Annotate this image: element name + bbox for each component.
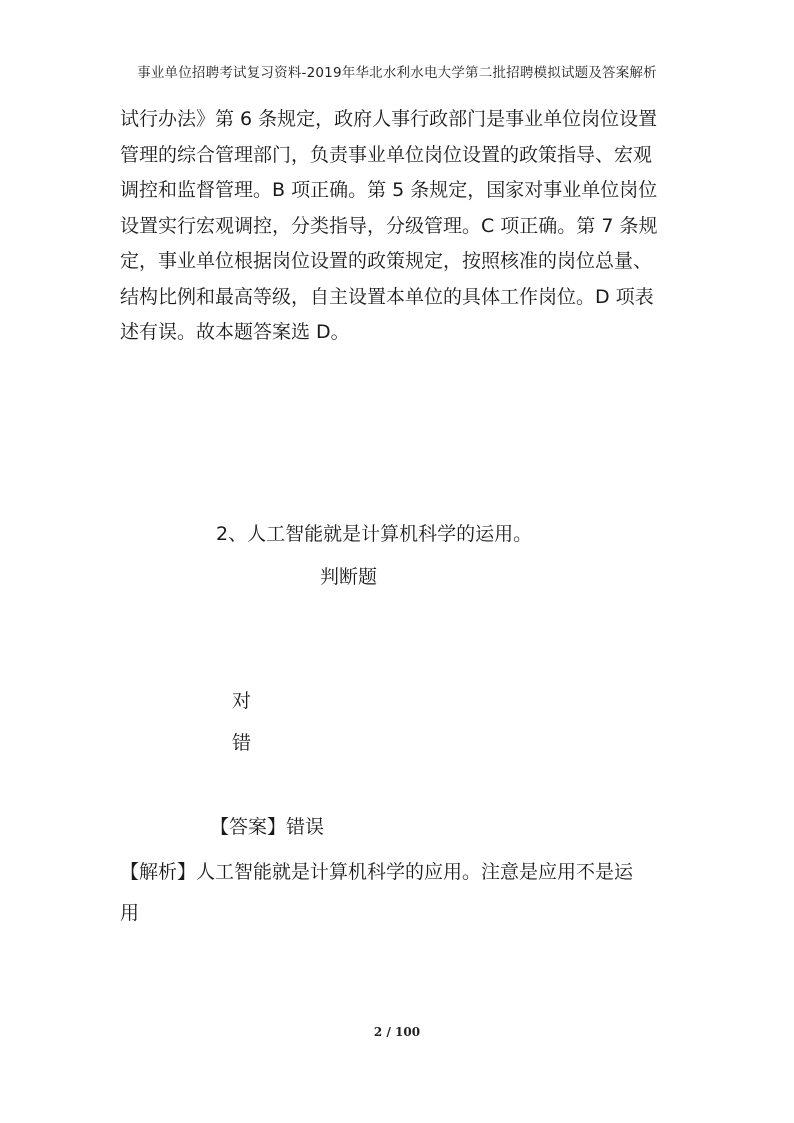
text-line: 定，事业单位根据岗位设置的政策规定，按照核准的岗位总量、 [120, 250, 653, 272]
text-line: 结构比例和最高等级，自主设置本单位的具体工作岗位。D 项表 [120, 285, 654, 308]
explanation-text [120, 102, 680, 351]
text-line: 调控和监督管理。B 项正确。第 5 条规定，国家对事业单位岗位 [120, 179, 658, 201]
text-line: 管理的综合管理部门，负责事业单位岗位设置的政策指导、宏观 [120, 143, 653, 166]
analysis-text [120, 852, 680, 934]
question-type: 判断题 [320, 566, 378, 588]
text-line: 【解析】人工智能就是计算机科学的应用。注意是应用不是运 [120, 861, 634, 883]
question-text: 2、人工智能就是计算机科学的运用。 [216, 523, 533, 545]
text-line: 试行办法》第 6 条规定，政府人事行政部门是事业单位岗位设置 [120, 108, 658, 130]
text-line: 设置实行宏观调控，分类指导，分级管理。C 项正确。第 7 条规 [120, 214, 658, 237]
option-true: 对 [232, 690, 252, 712]
answer-text: 【答案】错误 [210, 816, 325, 838]
text-line: 用 [120, 902, 140, 924]
document-header: 事业单位招聘考试复习资料-2019年华北水利水电大学第二批招聘模拟试题及答案解析 [137, 65, 657, 81]
text-line: 述有误。故本题答案选 D。 [120, 321, 350, 343]
page-number: 2 / 100 [373, 1025, 421, 1039]
option-false: 错 [232, 732, 252, 754]
